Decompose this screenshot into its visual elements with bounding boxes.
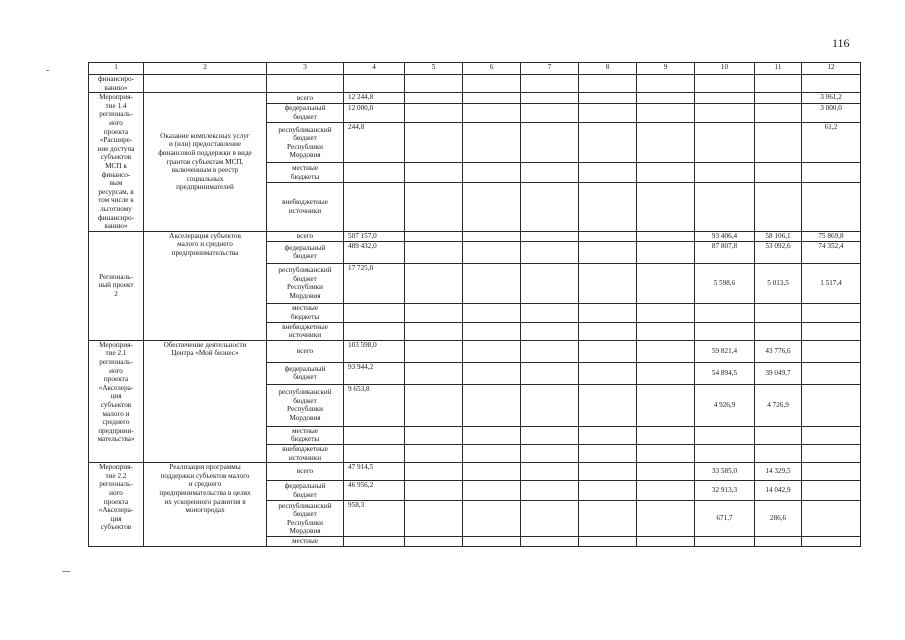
year-amount-cell [802, 340, 861, 362]
year-amount-cell [405, 263, 463, 303]
year-amount-cell [405, 182, 463, 231]
year-amount-cell [521, 426, 579, 444]
year-amount-cell [637, 384, 695, 426]
year-amount-cell [695, 163, 755, 182]
year-amount-cell [579, 182, 637, 231]
scan-mark [46, 70, 49, 71]
funding-source-cell: местные бюджеты [267, 426, 344, 444]
year-amount-cell [579, 241, 637, 263]
total-amount-cell [344, 163, 405, 182]
year-amount-cell [579, 340, 637, 362]
total-amount-cell: 12 000,0 [344, 103, 405, 122]
year-amount-cell [802, 182, 861, 231]
year-amount-cell [521, 103, 579, 122]
year-amount-cell [405, 445, 463, 463]
year-amount-cell [405, 103, 463, 122]
year-amount-cell: 4 926,9 [695, 384, 755, 426]
year-amount-cell [579, 463, 637, 481]
year-amount-cell [579, 263, 637, 303]
year-amount-cell [755, 426, 802, 444]
year-amount-cell [405, 426, 463, 444]
year-amount-cell [579, 322, 637, 340]
year-amount-cell [521, 123, 579, 163]
year-amount-cell [637, 481, 695, 501]
funding-source-cell: внебюджетные источники [267, 182, 344, 231]
year-amount-cell [521, 263, 579, 303]
year-amount-cell [802, 463, 861, 481]
year-amount-cell [695, 182, 755, 231]
funding-source-cell: федеральный бюджет [267, 241, 344, 263]
year-amount-cell [521, 93, 579, 104]
year-amount-cell: 93 406,4 [695, 231, 755, 241]
year-amount-cell [637, 241, 695, 263]
year-amount-cell [695, 303, 755, 322]
total-amount-cell: 12 244,8 [344, 93, 405, 104]
year-amount-cell: 58 106,1 [755, 231, 802, 241]
year-amount-cell [463, 501, 521, 537]
table-row [89, 463, 861, 481]
year-amount-cell [463, 241, 521, 263]
year-amount-cell [405, 537, 463, 547]
total-amount-cell: 46 956,2 [344, 481, 405, 501]
year-amount-cell [579, 384, 637, 426]
activity-description-cell: Обеспечение деятельности Центра «Мой бизнес» [144, 340, 267, 462]
year-amount-cell [637, 103, 695, 122]
year-amount-cell [637, 303, 695, 322]
scan-mark [62, 571, 70, 572]
continuation-cell: финансиро- ванию» [89, 75, 144, 93]
year-amount-cell [521, 481, 579, 501]
activity-description-cell: Оказание комплексных услуг и (или) предоставление финансовой поддержки в виде грантов субъектам МСП, включенным в реестр социальных предпринимателей [144, 93, 267, 232]
year-amount-cell [521, 303, 579, 322]
funding-source-cell: федеральный бюджет [267, 103, 344, 122]
budget-table [88, 62, 861, 547]
year-amount-cell: 39 049,7 [755, 362, 802, 384]
total-amount-cell [344, 182, 405, 231]
year-amount-cell [755, 93, 802, 104]
year-amount-cell [579, 426, 637, 444]
year-amount-cell [405, 340, 463, 362]
year-amount-cell [802, 445, 861, 463]
year-amount-cell: 671,7 [695, 501, 755, 537]
year-amount-cell [521, 362, 579, 384]
year-amount-cell: 54 894,5 [695, 362, 755, 384]
year-amount-cell [405, 241, 463, 263]
year-amount-cell [463, 103, 521, 122]
year-amount-cell [405, 123, 463, 163]
year-amount-cell: 61,2 [802, 123, 861, 163]
year-amount-cell [637, 93, 695, 104]
year-amount-cell [579, 303, 637, 322]
funding-source-cell: республиканский бюджет Республики Мордовия [267, 263, 344, 303]
year-amount-cell [405, 362, 463, 384]
total-amount-cell [344, 445, 405, 463]
table-row [89, 231, 861, 241]
total-amount-cell: 489 432,0 [344, 241, 405, 263]
total-amount-cell: 93 944,2 [344, 362, 405, 384]
funding-source-cell: всего [267, 463, 344, 481]
year-amount-cell [637, 463, 695, 481]
total-amount-cell: 958,3 [344, 501, 405, 537]
funding-source-cell: внебюджетные источники [267, 445, 344, 463]
total-amount-cell [344, 322, 405, 340]
funding-source-cell: всего [267, 93, 344, 104]
year-amount-cell: 5 013,5 [755, 263, 802, 303]
year-amount-cell [463, 303, 521, 322]
year-amount-cell [463, 340, 521, 362]
column-header: 9 [637, 63, 695, 75]
year-amount-cell [695, 322, 755, 340]
year-amount-cell: 5 598,6 [695, 263, 755, 303]
year-amount-cell [463, 322, 521, 340]
year-amount-cell [637, 537, 695, 547]
year-amount-cell [695, 445, 755, 463]
year-amount-cell [463, 123, 521, 163]
year-amount-cell [802, 537, 861, 547]
total-amount-cell [344, 537, 405, 547]
year-amount-cell [695, 103, 755, 122]
year-amount-cell [755, 103, 802, 122]
year-amount-cell [463, 93, 521, 104]
year-amount-cell [579, 163, 637, 182]
year-amount-cell [405, 303, 463, 322]
year-amount-cell [802, 481, 861, 501]
column-header-row [89, 63, 861, 75]
year-amount-cell [463, 231, 521, 241]
total-amount-cell: 103 598,0 [344, 340, 405, 362]
year-amount-cell [521, 537, 579, 547]
year-amount-cell [637, 426, 695, 444]
year-amount-cell: 75 869,8 [802, 231, 861, 241]
year-amount-cell [521, 501, 579, 537]
year-amount-cell [802, 362, 861, 384]
table-row [89, 93, 861, 104]
year-amount-cell [405, 322, 463, 340]
year-amount-cell: 74 352,4 [802, 241, 861, 263]
year-amount-cell [521, 241, 579, 263]
total-amount-cell [344, 426, 405, 444]
funding-source-cell: республиканский бюджет Республики Мордовия [267, 123, 344, 163]
year-amount-cell [755, 123, 802, 163]
year-amount-cell [579, 231, 637, 241]
year-amount-cell: 87 807,8 [695, 241, 755, 263]
funding-source-cell: федеральный бюджет [267, 362, 344, 384]
column-header: 10 [695, 63, 755, 75]
year-amount-cell [463, 362, 521, 384]
year-amount-cell [405, 481, 463, 501]
total-amount-cell: 507 157,0 [344, 231, 405, 241]
year-amount-cell [637, 362, 695, 384]
year-amount-cell: 14 042,9 [755, 481, 802, 501]
page-number: 116 [832, 36, 850, 50]
funding-source-cell: внебюджетные источники [267, 322, 344, 340]
year-amount-cell [802, 426, 861, 444]
column-header: 12 [802, 63, 861, 75]
activity-description-cell: Акселерация субъектов малого и среднего предпринимательства [144, 231, 267, 340]
year-amount-cell [637, 182, 695, 231]
year-amount-cell: 32 913,3 [695, 481, 755, 501]
year-amount-cell: 14 329,5 [755, 463, 802, 481]
total-amount-cell: 9 653,8 [344, 384, 405, 426]
total-amount-cell: 17 725,0 [344, 263, 405, 303]
activity-name-cell: Региональ- ный проект 2 [89, 231, 144, 340]
year-amount-cell [637, 123, 695, 163]
year-amount-cell [695, 93, 755, 104]
table-row [89, 75, 861, 93]
year-amount-cell [463, 182, 521, 231]
year-amount-cell [637, 263, 695, 303]
year-amount-cell [755, 182, 802, 231]
year-amount-cell [579, 445, 637, 463]
year-amount-cell [695, 426, 755, 444]
total-amount-cell: 47 914,5 [344, 463, 405, 481]
table-row [89, 340, 861, 362]
year-amount-cell [637, 340, 695, 362]
year-amount-cell [463, 463, 521, 481]
year-amount-cell [521, 182, 579, 231]
column-header: 8 [579, 63, 637, 75]
year-amount-cell [637, 501, 695, 537]
funding-source-cell: республиканский бюджет Республики Мордовия [267, 384, 344, 426]
year-amount-cell [637, 163, 695, 182]
year-amount-cell [521, 463, 579, 481]
year-amount-cell: 286,6 [755, 501, 802, 537]
year-amount-cell [463, 263, 521, 303]
year-amount-cell [579, 481, 637, 501]
year-amount-cell [802, 163, 861, 182]
year-amount-cell [463, 445, 521, 463]
year-amount-cell [802, 384, 861, 426]
column-header: 1 [89, 63, 144, 75]
column-header: 2 [144, 63, 267, 75]
year-amount-cell: 3 000,0 [802, 103, 861, 122]
year-amount-cell [405, 93, 463, 104]
activity-description-cell: Реализация программы поддержки субъектов малого и среднего предпринимательства в целях их ускоренного развития в моногородах [144, 463, 267, 547]
column-header: 7 [521, 63, 579, 75]
funding-source-cell: местные [267, 537, 344, 547]
funding-source-cell: всего [267, 231, 344, 241]
total-amount-cell: 244,8 [344, 123, 405, 163]
year-amount-cell: 59 821,4 [695, 340, 755, 362]
funding-source-cell: республиканский бюджет Республики Мордовия [267, 501, 344, 537]
year-amount-cell: 4 726,9 [755, 384, 802, 426]
year-amount-cell: 33 585,0 [695, 463, 755, 481]
year-amount-cell [521, 322, 579, 340]
year-amount-cell [755, 163, 802, 182]
year-amount-cell: 1 517,4 [802, 263, 861, 303]
column-header: 5 [405, 63, 463, 75]
year-amount-cell [637, 445, 695, 463]
year-amount-cell [521, 163, 579, 182]
total-amount-cell [344, 303, 405, 322]
funding-source-cell: всего [267, 340, 344, 362]
year-amount-cell [405, 501, 463, 537]
funding-source-cell: местные бюджеты [267, 303, 344, 322]
year-amount-cell [755, 537, 802, 547]
year-amount-cell [521, 231, 579, 241]
column-header: 4 [344, 63, 405, 75]
year-amount-cell: 3 061,2 [802, 93, 861, 104]
funding-source-cell: федеральный бюджет [267, 481, 344, 501]
year-amount-cell [521, 384, 579, 426]
year-amount-cell [521, 340, 579, 362]
year-amount-cell [463, 426, 521, 444]
year-amount-cell [463, 481, 521, 501]
year-amount-cell [579, 103, 637, 122]
year-amount-cell [405, 231, 463, 241]
year-amount-cell [579, 93, 637, 104]
column-header: 11 [755, 63, 802, 75]
year-amount-cell [579, 501, 637, 537]
year-amount-cell [695, 537, 755, 547]
year-amount-cell: 53 092,6 [755, 241, 802, 263]
column-header: 6 [463, 63, 521, 75]
year-amount-cell [802, 322, 861, 340]
year-amount-cell [695, 123, 755, 163]
year-amount-cell [637, 231, 695, 241]
year-amount-cell [463, 537, 521, 547]
year-amount-cell [579, 123, 637, 163]
year-amount-cell [405, 463, 463, 481]
year-amount-cell [755, 445, 802, 463]
year-amount-cell [755, 303, 802, 322]
activity-name-cell: Мероприя- тие 1.4 региональ- ного проекта «Расшире- ние доступа субъектов МСП к финансо- вым ресурсам, в том числе к льготному финансиро- ванию» [89, 93, 144, 232]
year-amount-cell [579, 362, 637, 384]
year-amount-cell [802, 501, 861, 537]
year-amount-cell [802, 303, 861, 322]
year-amount-cell [463, 384, 521, 426]
year-amount-cell [463, 163, 521, 182]
year-amount-cell [755, 322, 802, 340]
year-amount-cell: 43 776,6 [755, 340, 802, 362]
year-amount-cell [405, 384, 463, 426]
column-header: 3 [267, 63, 344, 75]
activity-name-cell: Мероприя- тие 2.2 региональ- ного проекта «Акселера- ция субъектов [89, 463, 144, 547]
year-amount-cell [579, 537, 637, 547]
year-amount-cell [521, 445, 579, 463]
year-amount-cell [637, 322, 695, 340]
funding-source-cell: местные бюджеты [267, 163, 344, 182]
year-amount-cell [405, 163, 463, 182]
activity-name-cell: Мероприя- тие 2.1 региональ- ного проекта «Акселера- ция субъектов малого и среднего предприни- мательства» [89, 340, 144, 462]
